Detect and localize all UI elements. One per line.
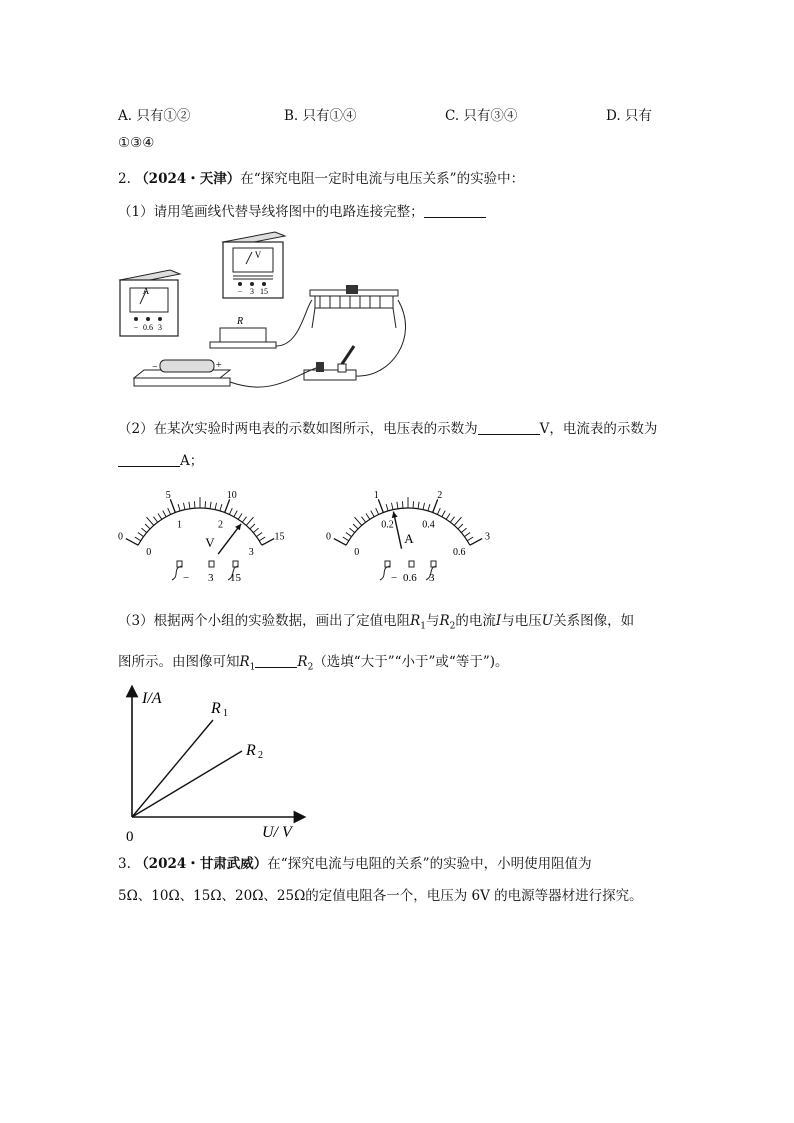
- ammeter-dial-terminals: [380, 561, 436, 584]
- ammeter-dial-pointer-head: [392, 512, 398, 519]
- answer-blank-current[interactable]: [118, 452, 180, 467]
- question-source: （2024・天津）: [135, 171, 241, 187]
- voltmeter-dial-tick: [147, 517, 154, 525]
- voltmeter-dial-tick: [253, 528, 258, 533]
- r2-symbol: R: [439, 613, 450, 629]
- voltmeter-dial-terminal-3: 3: [208, 572, 214, 584]
- ammeter-dial-tick: [454, 517, 461, 525]
- voltmeter-dial-outer-label: 15: [274, 531, 285, 543]
- voltmeter-dial-inner-label: 3: [248, 546, 254, 558]
- ammeter-dial-inner-label: 0.2: [381, 519, 394, 531]
- option-c: C. 只有③④: [445, 108, 518, 124]
- voltmeter-dial-tick: [225, 499, 230, 512]
- r1-graph-label: R: [211, 700, 221, 717]
- part-3-text-c: 与电压: [501, 613, 542, 629]
- ammeter-terminal-neg: −: [133, 323, 139, 332]
- voltmeter-dial-tick: [238, 513, 242, 519]
- voltmeter-dial-terminals: [172, 561, 242, 584]
- r1-subscript: 1: [420, 621, 426, 632]
- voltmeter-dial-terminal-15: 15: [230, 572, 241, 584]
- part-2-text: （2）在某次实验时两电表的示数如图所示，电压表的示数为: [118, 421, 478, 437]
- voltmeter-device: [223, 232, 285, 298]
- ammeter-dial-terminal-neg: −: [391, 572, 398, 584]
- resistor-label: R: [236, 316, 244, 327]
- ammeter-dial-tick: [334, 539, 346, 546]
- ammeter-dial-tick: [343, 537, 349, 541]
- ammeter-dial-terminal-06: 0.6: [403, 572, 417, 584]
- voltmeter-dial-outer-label: 10: [226, 489, 237, 501]
- option-d-continued: ①③④: [118, 135, 155, 151]
- question-number: 2.: [118, 171, 131, 187]
- question-3-number: 3.: [118, 856, 131, 872]
- voltmeter-dial-tick: [229, 508, 232, 514]
- ammeter-dial-tick: [437, 508, 440, 514]
- ammeter-dial-tick: [355, 517, 362, 525]
- ammeter-dial-tick: [450, 517, 454, 523]
- voltmeter-dial-inner-label: 2: [217, 519, 223, 531]
- answer-blank-compare[interactable]: [255, 653, 297, 668]
- question-2-part-3: [118, 609, 634, 632]
- x-axis-label: U/ V: [262, 824, 292, 841]
- answer-blank-voltage[interactable]: [478, 420, 540, 435]
- ammeter-dial-tick: [376, 508, 379, 514]
- y-axis-label: I/A: [142, 690, 162, 707]
- voltmeter-dial: [118, 490, 284, 558]
- ammeter-dial-inner-label: 0.4: [422, 519, 435, 531]
- part-1-text: （1）请用笔画线代替导线将图中的电路连接完整；: [118, 204, 424, 220]
- voltmeter-dial-tick: [168, 508, 171, 514]
- voltmeter-dial-tick: [178, 504, 180, 511]
- part-3-text-d: 关系图像，如: [553, 613, 635, 629]
- voltmeter-dial-outer-label: 0: [118, 531, 124, 543]
- current-symbol: I: [495, 613, 502, 629]
- voltmeter-dial-tick: [158, 513, 162, 519]
- ammeter-dial-tick: [433, 499, 438, 512]
- ammeter-dial-tick: [446, 513, 450, 519]
- ammeter-dial-tick: [349, 528, 354, 533]
- voltmeter-dial-tick: [259, 537, 265, 541]
- question-3-source: （2024・甘肃武威）: [135, 856, 268, 872]
- option-b: B. 只有①④: [284, 108, 357, 124]
- ammeter-dial-tick: [366, 513, 370, 519]
- ammeter-dial-tick: [428, 504, 430, 511]
- ammeter-device: [120, 270, 180, 336]
- ammeter-dial-tick: [418, 502, 419, 509]
- voltmeter-dial-tick: [138, 532, 144, 536]
- r2-subscript: 2: [449, 621, 456, 632]
- part-3-text-f: （选填“大于”“小于”或“等于”)。: [313, 654, 509, 670]
- ammeter-dial-tick: [386, 504, 388, 511]
- ammeter-terminal-3: 3: [158, 323, 162, 332]
- voltage-symbol: U: [541, 613, 554, 629]
- voltmeter-dial-tick: [153, 517, 157, 523]
- part-3-text-e: 图所示。由图像可知: [118, 654, 240, 670]
- voltmeter-dial-tick: [210, 502, 211, 509]
- voltmeter-terminal-neg: −: [237, 287, 243, 296]
- ammeter-dial: [326, 490, 490, 558]
- switch-device: [304, 346, 356, 380]
- voltmeter-dial-tick: [205, 501, 206, 508]
- question-2-part-1: [118, 200, 486, 220]
- ammeter-dial-tick: [442, 511, 445, 517]
- meter-dials: [110, 480, 510, 590]
- ammeter-dial-tick: [413, 501, 414, 508]
- option-d: D. 只有: [606, 108, 652, 124]
- ammeter-dial-inner-label: 0: [354, 546, 360, 558]
- voltmeter-dial-tick: [126, 539, 138, 546]
- voltmeter-dial-tick: [145, 524, 150, 529]
- voltmeter-dial-tick: [220, 504, 222, 511]
- voltmeter-dial-inner-label: 1: [177, 519, 183, 531]
- resistor-device: [210, 316, 276, 348]
- battery-minus-label: −: [152, 362, 158, 373]
- ammeter-dial-tick: [458, 524, 463, 529]
- ammeter-dial-tick: [353, 524, 358, 529]
- voltmeter-dial-tick: [135, 537, 141, 541]
- option-a: A. 只有①②: [118, 108, 191, 124]
- ammeter-dial-symbol: A: [404, 531, 414, 546]
- part-3-text-a: （3）根据两个小组的实验数据，画出了定值电阻: [118, 613, 411, 629]
- voltmeter-dial-inner-label: 0: [146, 546, 152, 558]
- part-2-unit-a: A；: [180, 453, 204, 469]
- question-3-line-2: [118, 884, 643, 904]
- ammeter-dial-tick: [391, 503, 393, 510]
- voltmeter-dial-tick: [194, 501, 195, 508]
- part-3-text-b: 的电流: [455, 613, 496, 629]
- r1-line: [132, 720, 213, 817]
- r2-graph-subscript: 2: [258, 750, 263, 761]
- r2-line: [132, 751, 242, 817]
- voltmeter-terminal-3: 3: [250, 287, 254, 296]
- ammeter-dial-tick: [461, 528, 466, 533]
- ammeter-dial-tick: [423, 503, 425, 510]
- question-3-stem: [118, 852, 592, 872]
- voltmeter-symbol-label: V: [254, 250, 262, 260]
- voltmeter-dial-tick: [189, 502, 190, 509]
- r1-symbol: R: [410, 613, 421, 629]
- voltmeter-dial-tick: [246, 517, 253, 525]
- question-2-part-3-cont: [118, 650, 509, 673]
- voltmeter-dial-tick: [183, 503, 185, 510]
- ammeter-dial-outer-label: 1: [373, 489, 379, 501]
- iu-graph: [120, 685, 320, 845]
- voltmeter-dial-outer-label: 5: [165, 489, 171, 501]
- r1-subscript-2: 1: [249, 662, 256, 673]
- question-3-text: 在“探究电流与电阻的关系”的实验中，小明使用阻值为: [267, 856, 592, 872]
- ammeter-dial-tick: [361, 517, 365, 523]
- voltmeter-dial-tick: [215, 503, 217, 510]
- circuit-diagram: [120, 228, 420, 398]
- origin-label: 0: [126, 829, 134, 845]
- ammeter-dial-outer-label: 3: [484, 531, 490, 543]
- ammeter-dial-tick: [402, 501, 403, 508]
- ammeter-dial-tick: [378, 499, 383, 512]
- ammeter-dial-outer-label: 0: [326, 531, 332, 543]
- voltmeter-dial-tick: [242, 517, 246, 523]
- question-text: 在“探究电阻一定时电流与电压关系”的实验中：: [240, 171, 525, 187]
- ammeter-dial-tick: [397, 502, 398, 509]
- battery-plus-label: +: [216, 360, 222, 371]
- ammeter-dial-outer-label: 2: [437, 489, 443, 501]
- ammeter-terminal-06: 0.6: [143, 323, 153, 332]
- voltmeter-dial-tick: [262, 539, 274, 546]
- ammeter-dial-inner-label: 0.6: [452, 546, 466, 558]
- battery-device: [134, 360, 230, 386]
- r2-subscript-2: 2: [307, 662, 314, 673]
- voltmeter-dial-tick: [234, 511, 237, 517]
- ammeter-dial-tick: [346, 532, 352, 536]
- rheostat-device: [310, 285, 398, 328]
- voltmeter-dial-tick: [141, 528, 146, 533]
- question-2-part-2-cont: [118, 449, 203, 469]
- ammeter-dial-tick: [467, 537, 473, 541]
- ammeter-dial-tick: [464, 532, 470, 536]
- voltmeter-dial-tick: [163, 511, 166, 517]
- ammeter-dial-tick: [371, 511, 374, 517]
- r2-symbol-2: R: [297, 654, 308, 670]
- part-2-unit-v: V，电流表的示数为: [539, 421, 658, 437]
- ammeter-dial-tick: [470, 539, 482, 546]
- voltmeter-dial-tick: [250, 524, 255, 529]
- answer-blank-circuit[interactable]: [424, 203, 486, 218]
- voltmeter-dial-symbol: V: [205, 535, 215, 550]
- question-2-part-2: [118, 417, 657, 437]
- voltmeter-dial-terminal-neg: −: [183, 572, 190, 584]
- question-3-text-2: 5Ω、10Ω、15Ω、20Ω、25Ω的定值电阻各一个，电压为 6V 的电源等器材进行探究。: [118, 888, 643, 904]
- ammeter-dial-terminal-3: 3: [429, 572, 435, 584]
- r1-symbol-2: R: [239, 654, 250, 670]
- question-2-stem: [118, 167, 524, 187]
- r1-graph-subscript: 1: [223, 708, 228, 719]
- voltmeter-dial-tick: [256, 532, 262, 536]
- voltmeter-dial-tick: [170, 499, 175, 512]
- voltmeter-dial-scale-arc: [138, 508, 262, 545]
- r2-graph-label: R: [246, 742, 256, 759]
- ammeter-symbol-label: A: [142, 286, 150, 296]
- voltmeter-terminal-15: 15: [260, 287, 268, 296]
- part-3-with: 与: [426, 613, 440, 629]
